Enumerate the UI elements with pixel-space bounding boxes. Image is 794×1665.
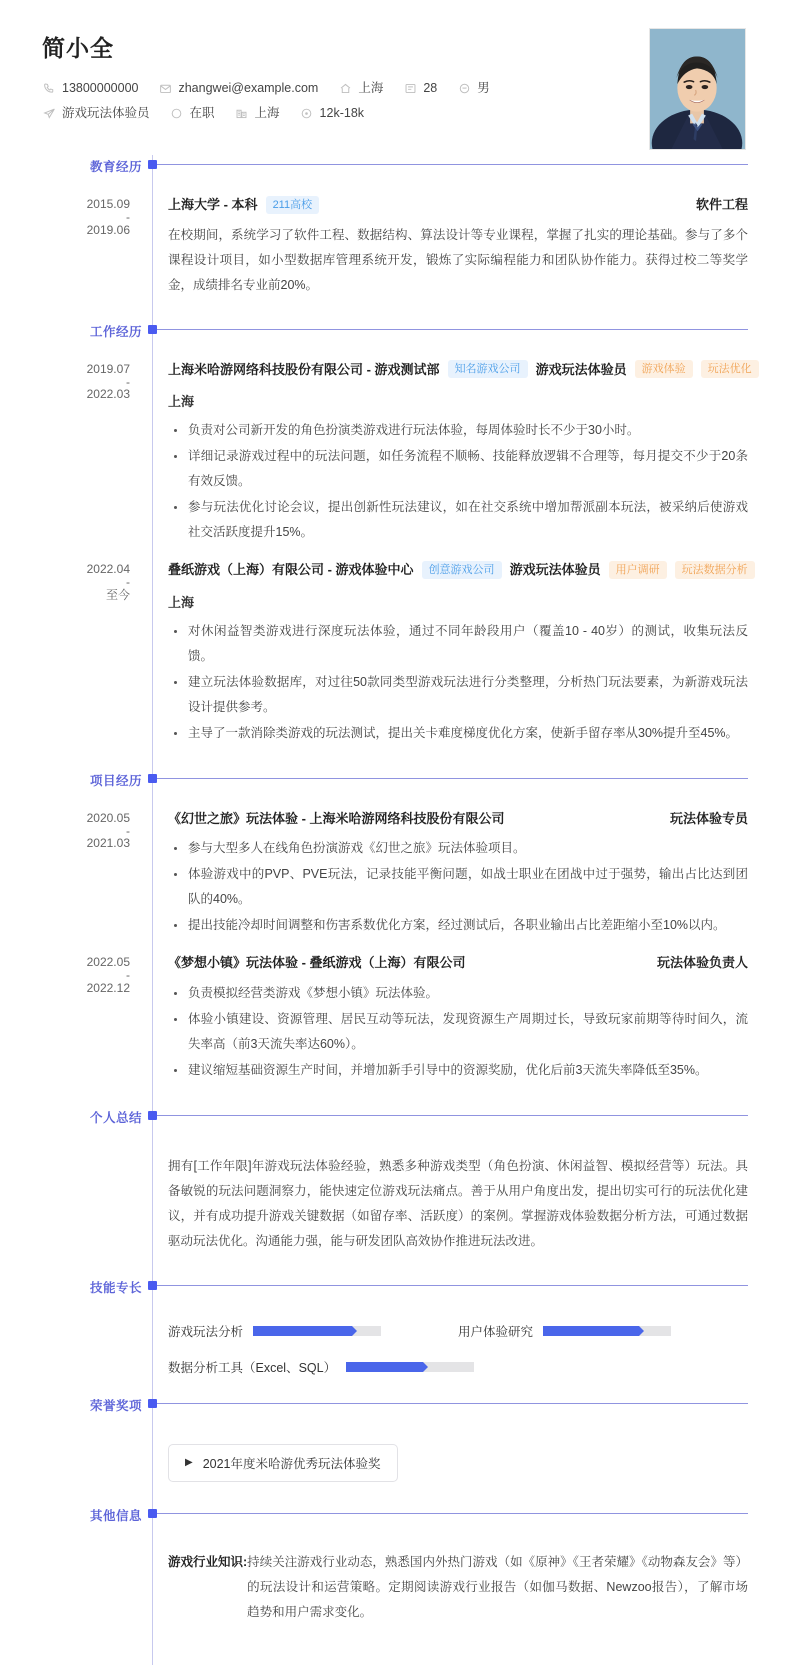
list-item: 提出技能冷却时间调整和伤害系数优化方案，经过测试后，各职业输出占比差距缩小至10%以内。	[168, 913, 748, 938]
section-header-summary	[0, 1106, 794, 1132]
skill-label: 用户体验研究	[458, 1324, 534, 1339]
skill-tag: 玩法数据分析	[675, 561, 755, 579]
contact-row-secondary	[42, 106, 754, 120]
list-item: 负责对公司新开发的角色扮演类游戏进行玩法体验，每周体验时长不少于30小时。	[168, 418, 748, 443]
list-item: 参与玩法优化讨论会议，提出创新性玩法建议，如在社交系统中增加帮派副本玩法，被采纳后使游戏社交活跃度提升15%。	[168, 495, 748, 545]
job-title: 游戏玩法体验员	[535, 361, 627, 377]
work-content	[152, 360, 794, 547]
project-title-line	[168, 953, 748, 973]
contact-row-primary	[42, 81, 754, 95]
awards-entry	[0, 1420, 794, 1482]
date-start: 2019.07	[86, 361, 130, 376]
project-title-line	[168, 809, 748, 829]
section-header-project	[0, 769, 794, 795]
date-start: 2020.05	[86, 810, 130, 825]
list-item: 建议缩短基础资源生产时间，并增加新手引导中的资源奖励，优化后前3天流失率降低至35%。	[168, 1058, 748, 1083]
contact-location-value: 上海	[358, 80, 384, 95]
job-city-value: 上海	[254, 105, 280, 120]
job-status	[170, 106, 215, 120]
contact-age-value: 28	[423, 80, 438, 95]
skill-progress-fill	[346, 1362, 423, 1372]
list-item: 详细记录游戏过程中的玩法问题，如任务流程不顺畅、技能释放逻辑不合理等，每月提交不少于20条有效反馈。	[168, 444, 748, 494]
section-rule	[152, 164, 748, 165]
section-label-education: 教育经历	[89, 160, 142, 174]
skill-item	[458, 1322, 748, 1340]
timeline-marker	[148, 1399, 157, 1408]
resume-header	[0, 0, 794, 155]
date-start: 2015.09	[86, 197, 130, 211]
section-label-summary: 个人总结	[89, 1110, 142, 1125]
work-location: 上海	[168, 394, 195, 409]
company-tag: 创意游戏公司	[422, 561, 502, 579]
timeline-marker	[148, 1281, 157, 1290]
project-bullet-list	[168, 836, 748, 938]
section-rule	[152, 329, 748, 330]
date-start: 2022.04	[86, 562, 130, 576]
skills-content	[152, 1316, 794, 1394]
date-separator: -	[126, 374, 130, 389]
salary-icon	[300, 106, 314, 120]
contact-phone-value: 13800000000	[62, 80, 139, 95]
section-header-skills	[0, 1276, 794, 1302]
summary-date-spacer	[0, 1146, 152, 1147]
work-title-line	[168, 560, 748, 580]
date-end: 2022.12	[86, 980, 130, 995]
timeline-marker	[148, 1509, 157, 1518]
date-start: 2022.05	[86, 955, 130, 969]
building-icon	[235, 106, 249, 120]
summary-text: 拥有[工作年限]年游戏玩法体验经验，熟悉多种游戏类型（角色扮演、休闲益智、模拟经营等）玩法。具备敏锐的玩法问题洞察力，能快速定位游戏玩法痛点。善于从用户角度出发，提出切实可行的玩法优化建议，并有成功提升游戏关键数据（如留存率、活跃度）的案例。掌握游戏体验数据分析方法，可通过数据驱动玩法优化。沟通能力强，能与研发团队高效协作推进玩法改进。	[168, 1158, 748, 1248]
section-work	[0, 320, 794, 769]
other-info-label: 游戏行业知识:	[168, 1554, 248, 1569]
project-content	[152, 809, 794, 940]
section-project	[0, 769, 794, 1106]
section-label-work: 工作经历	[89, 324, 142, 339]
contact-phone	[42, 81, 138, 95]
avatar	[649, 28, 746, 150]
section-awards	[0, 1394, 794, 1504]
contact-gender-value: 男	[477, 80, 490, 95]
gender-icon	[457, 81, 471, 95]
major-name: 软件工程	[695, 197, 748, 212]
work-date-range	[0, 360, 152, 404]
section-rule	[152, 1403, 748, 1404]
education-description: 在校期间，系统学习了软件工程、数据结构、算法设计等专业课程，掌握了扎实的理论基础。参与了多个课程设计项目，如小型数据库管理系统开发，锻炼了实际编程能力和团队协作能力。获得过校二等奖学金，成绩排名专业前20%。	[168, 227, 748, 292]
skill-progress-fill	[543, 1326, 639, 1336]
work-date-range	[0, 560, 152, 604]
expected-salary-value: 12k-18k	[319, 105, 365, 120]
contact-email	[158, 81, 318, 95]
project-date-range	[0, 953, 152, 997]
section-label-other: 其他信息	[89, 1508, 142, 1523]
skill-item	[168, 1358, 458, 1376]
paper-plane-icon	[42, 106, 56, 120]
list-item: 负责模拟经营类游戏《梦想小镇》玩法体验。	[168, 981, 748, 1006]
contact-email-value: zhangwei@example.com	[178, 80, 319, 95]
school-tag: 211高校	[266, 196, 320, 214]
skill-tag: 用户调研	[609, 561, 667, 579]
summary-entry	[0, 1132, 794, 1254]
list-item: 对休闲益智类游戏进行深度玩法体验，通过不同年龄段用户（覆盖10 - 40岁）的测试，收集玩法反馈。	[168, 619, 748, 669]
date-separator: -	[126, 210, 130, 225]
other-entry	[0, 1530, 794, 1625]
section-rule	[152, 1513, 748, 1514]
timeline-marker	[148, 160, 157, 169]
id-card-icon	[403, 81, 417, 95]
chevron-right-icon[interactable]: ▶	[185, 1456, 193, 1468]
section-label-skills: 技能专长	[89, 1280, 142, 1295]
project-entry	[0, 939, 794, 1084]
section-header-education	[0, 155, 794, 181]
skill-label: 游戏玩法分析	[168, 1324, 244, 1339]
date-separator: -	[126, 575, 130, 590]
project-content	[152, 953, 794, 1084]
award-label: 2021年度米哈游优秀玩法体验奖	[202, 1456, 381, 1471]
section-summary	[0, 1106, 794, 1276]
other-info-item	[168, 1544, 748, 1625]
date-end: 2022.03	[86, 387, 130, 402]
project-entry	[0, 795, 794, 940]
summary-content	[152, 1146, 794, 1254]
project-bullet-list	[168, 981, 748, 1083]
work-entry	[0, 346, 794, 547]
contact-location	[338, 81, 383, 95]
work-content	[152, 560, 794, 747]
company-name: 叠纸游戏（上海）有限公司 - 游戏体验中心	[168, 562, 414, 577]
home-icon	[338, 81, 352, 95]
skill-tag: 游戏体验	[635, 360, 693, 378]
work-entry	[0, 546, 794, 747]
skill-progress-track	[543, 1326, 671, 1336]
project-date-range	[0, 809, 152, 853]
work-title-line	[168, 360, 752, 380]
resume-body	[0, 155, 794, 1625]
date-end: 2019.06	[86, 222, 130, 237]
list-item: 体验游戏中的PVP、PVE玩法，记录技能平衡问题，如战士职业在团战中过于强势，输出占比达到团队的40%。	[168, 862, 748, 912]
expected-salary	[300, 106, 364, 120]
section-rule	[152, 778, 748, 779]
project-name: 《梦想小镇》玩法体验 - 叠纸游戏（上海）有限公司	[168, 955, 466, 970]
date-end: 至今	[105, 587, 130, 602]
section-skills	[0, 1276, 794, 1394]
list-item: 建立玩法体验数据库，对过往50款同类型游戏玩法进行分类整理，分析热门玩法要素，为新游戏玩法设计提供参考。	[168, 670, 748, 720]
project-name: 《幻世之旅》玩法体验 - 上海米哈游网络科技股份有限公司	[168, 810, 505, 826]
timeline-marker	[148, 1111, 157, 1120]
awards-content	[152, 1434, 794, 1482]
company-tag: 知名游戏公司	[448, 360, 528, 378]
skill-tag: 玩法优化	[701, 360, 759, 378]
project-role: 玩法体验专员	[669, 810, 748, 826]
section-label-awards: 荣誉奖项	[89, 1398, 142, 1413]
date-end: 2021.03	[86, 836, 130, 851]
list-item: 体验小镇建设、资源管理、居民互动等玩法，发现资源生产周期过长，导致玩家前期等待时间久，流失率高（前3天流失率达60%）。	[168, 1007, 748, 1057]
section-label-project: 项目经历	[89, 773, 142, 788]
skill-label: 数据分析工具（Excel、SQL）	[168, 1360, 337, 1375]
section-other	[0, 1504, 794, 1625]
work-bullet-list	[168, 619, 748, 746]
section-header-work	[0, 320, 794, 346]
status-icon	[170, 106, 184, 120]
skills-entry	[0, 1302, 794, 1394]
project-role: 玩法体验负责人	[656, 955, 748, 970]
skill-progress-track	[346, 1362, 474, 1372]
section-rule	[152, 1285, 748, 1286]
skills-date-spacer	[0, 1316, 152, 1317]
job-city	[235, 106, 280, 120]
skill-progress-fill	[253, 1326, 352, 1336]
work-location: 上海	[168, 594, 195, 610]
awards-date-spacer	[0, 1434, 152, 1435]
other-info-text: 持续关注游戏行业动态，熟悉国内外热门游戏（如《原神》《王者荣耀》《动物森友会》等）的玩法设计和运营策略。定期阅读游戏行业报告（如伽马数据、Newzoo报告），了解市场趋势和用户需求变化。	[247, 1554, 748, 1619]
company-name: 上海米哈游网络科技股份有限公司 - 游戏测试部	[168, 361, 440, 377]
education-entry	[0, 181, 794, 298]
job-title: 游戏玩法体验员	[509, 562, 601, 577]
list-item: 参与大型多人在线角色扮演游戏《幻世之旅》玩法体验项目。	[168, 836, 748, 861]
skills-grid	[168, 1316, 748, 1394]
school-name: 上海大学 - 本科	[168, 197, 258, 212]
timeline-marker	[148, 774, 157, 783]
work-bullet-list	[168, 418, 748, 545]
education-title-line	[168, 195, 748, 215]
section-header-other	[0, 1504, 794, 1530]
section-header-awards	[0, 1394, 794, 1420]
date-separator: -	[126, 968, 130, 983]
job-intent-value: 游戏玩法体验员	[62, 105, 150, 120]
skill-item	[168, 1322, 458, 1340]
job-intent	[42, 106, 150, 120]
contact-gender	[457, 81, 490, 95]
phone-icon	[42, 81, 56, 95]
mail-icon	[158, 81, 172, 95]
education-date-range	[0, 195, 152, 239]
contact-age	[403, 81, 437, 95]
date-separator: -	[126, 823, 130, 838]
page-title: 简小全	[42, 35, 114, 61]
skill-progress-track	[253, 1326, 381, 1336]
education-content	[152, 195, 794, 298]
other-date-spacer	[0, 1544, 152, 1545]
section-rule	[152, 1115, 748, 1116]
list-item: 主导了一款消除类游戏的玩法测试，提出关卡难度梯度优化方案，使新手留存率从30%提升至45%。	[168, 721, 748, 746]
other-content	[152, 1544, 794, 1625]
award-item[interactable]	[168, 1444, 398, 1482]
section-education	[0, 155, 794, 320]
job-status-value: 在职	[189, 105, 215, 120]
timeline-marker	[148, 325, 157, 334]
